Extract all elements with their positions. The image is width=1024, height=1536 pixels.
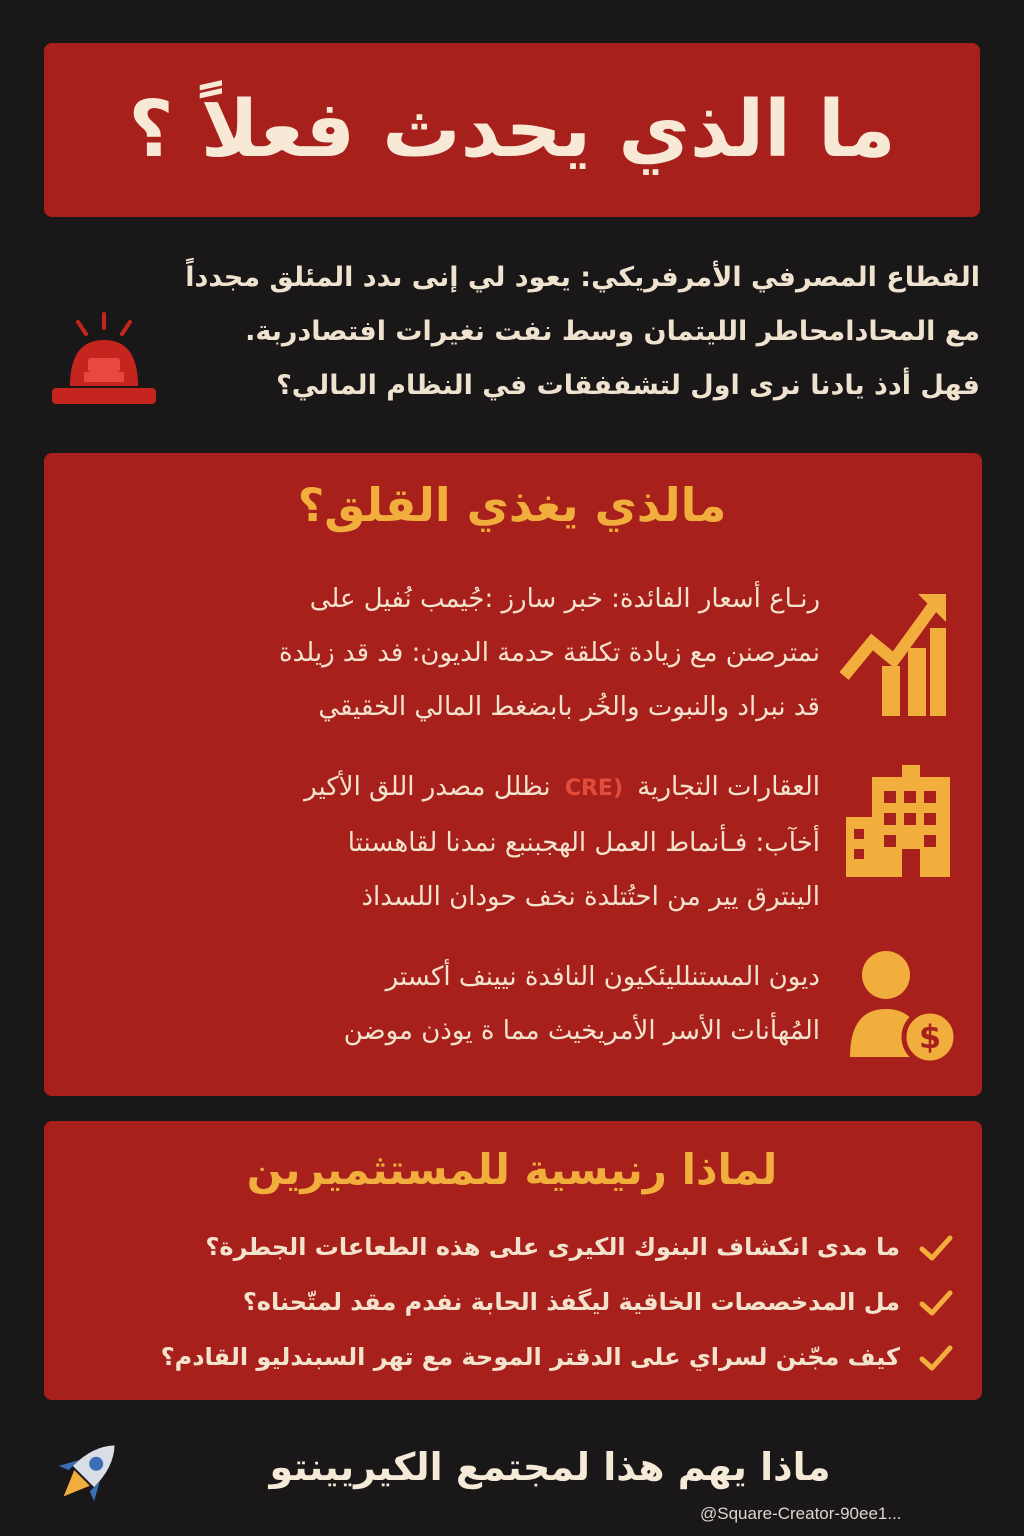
point-line: المُهأنات الأسر الأمريخيث مما ة يوذن موضن	[343, 1016, 820, 1046]
cre-badge: (CRE	[564, 776, 624, 801]
person-debt-icon	[846, 945, 958, 1065]
page-title: ما الذي يحدث فعلاً ؟	[128, 85, 896, 175]
alarm-siren-icon	[48, 310, 160, 410]
creator-watermark: @Square-Creator-90ee1...	[700, 1504, 902, 1523]
point-line: رنـاع أسعار الفائدة: خبر سارز :جُيمب نُفيل على	[309, 584, 820, 614]
intro-line: الفطاع المصرفي الأمرفريكي: يعود لي إنى ىدد المئلق مجدداً	[185, 262, 980, 293]
investor-question: مل المدخصصات الخاقية ليگفذ الحابة نفدم مقد لمتّحناه؟	[242, 1288, 900, 1316]
footer-title: ماذا يهم هذا لمجتمع الكيريينتو	[269, 1445, 831, 1489]
point-line: الينترق يير من احتُتلدة نخف حودان اللسداذ	[361, 882, 820, 912]
check-icon	[918, 1288, 954, 1318]
point-text: العقارات التجارية	[637, 772, 820, 802]
title-banner	[44, 43, 980, 217]
point-text: نظلل مصدر اللق الأكير	[304, 772, 551, 802]
svg-text:$: $	[918, 1018, 942, 1056]
point-line: أخآب: فـأنماط العمل الهجبنبع نمدنا لقاهسنتا	[347, 828, 820, 858]
point-line: نمترصنن مع زيادة تكلقة حدمة الديون: فد قد زيلدة	[279, 638, 820, 668]
check-icon	[918, 1233, 954, 1263]
concern-drivers-title: مالذي يغذي القلق؟	[297, 478, 727, 532]
office-building-icon	[842, 765, 952, 880]
point-household-debt	[120, 950, 820, 1058]
investor-question: كيف مجّنن لسراي على الدقتر الموحة مع تهر السبندليو القادم؟	[160, 1343, 900, 1371]
point-interest-rates	[120, 572, 820, 734]
intro-text	[170, 258, 980, 420]
rising-chart-icon	[838, 588, 948, 718]
point-line: ديون المستنلليئكيون النافدة نيينف أكستر	[385, 962, 820, 992]
rocket-icon	[44, 1430, 130, 1516]
point-commercial-real-estate	[120, 760, 820, 924]
point-line	[120, 760, 820, 816]
intro-line: فهل أدذ يادنا نرى اول لتشففقات في النظام المالي؟	[276, 370, 980, 401]
point-line: قد نبراد والنبوت والخُر بابضغط المالي الخقيقي	[318, 692, 820, 722]
investor-question: ما مدى انكشاف البنوك الكيرى على هذه الطعاعات الجطرة؟	[205, 1233, 900, 1261]
investors-title: لماذا رنيسية للمستثميرين	[246, 1145, 778, 1194]
check-icon	[918, 1343, 954, 1373]
intro-line: مع المحادامحاطر الليتمان وسط نفت نغيرات افتصادربة.	[245, 316, 980, 347]
